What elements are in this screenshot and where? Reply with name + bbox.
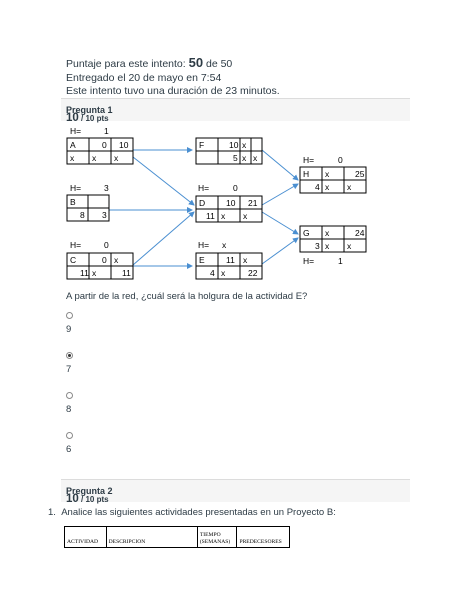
question-2-points-value: 10: [66, 493, 79, 505]
node-c-ef: x: [114, 255, 119, 265]
answer-option-label: 6: [66, 444, 72, 455]
question-2-points-total: / 10 pts: [78, 495, 109, 504]
node-f-lf2: x: [253, 153, 258, 163]
table-header-text: DESCRIPCION: [108, 538, 146, 545]
node-e-slack-value: x: [222, 240, 227, 250]
node-e-lf: 22: [248, 268, 258, 278]
table-header-actividad: [65, 527, 107, 547]
node-c-dur: 11: [80, 268, 89, 278]
node-b-lf: 3: [102, 210, 107, 220]
node-c-es: 0: [102, 255, 107, 265]
duration-line: Este intento tuvo una duración de 23 minutos.: [66, 85, 280, 97]
node-b-slack-value: 3: [104, 183, 109, 193]
node-e-es: 11: [226, 255, 235, 265]
node-e-slack-label: H=: [198, 240, 210, 250]
node-f-lf: x: [242, 153, 247, 163]
radio-button[interactable]: [66, 312, 73, 319]
node-c: [67, 253, 133, 279]
answer-option-2[interactable]: [66, 352, 126, 382]
node-h-ef: 25: [355, 169, 365, 179]
node-f-ls: 5: [233, 153, 238, 163]
node-d-slack-value: 0: [233, 183, 238, 193]
question-2-points: [66, 493, 109, 505]
node-h-slack-value: 0: [338, 155, 343, 165]
node-d-name: D: [199, 198, 206, 208]
answer-option-4[interactable]: [66, 432, 126, 462]
question-2-header: [61, 479, 410, 502]
answer-option-label: 7: [66, 364, 72, 375]
node-c-ls: x: [92, 268, 97, 278]
question-1-prompt: A partir de la red, ¿cuál será la holgura de la actividad E?: [66, 291, 308, 302]
node-b-name: B: [70, 197, 76, 207]
node-h-dur: 4: [315, 182, 320, 192]
node-h-slack-label: H=: [303, 155, 315, 165]
node-f-name: F: [199, 140, 205, 150]
node-d-ls: x: [221, 211, 226, 221]
score-total: de 50: [203, 58, 233, 70]
node-c-slack-value: 0: [104, 240, 109, 250]
node-h-lf: x: [347, 182, 352, 192]
node-h-es: x: [325, 169, 330, 179]
answer-option-1[interactable]: [66, 312, 126, 342]
node-h-name: H: [303, 169, 310, 179]
answer-option-label: 8: [66, 404, 72, 415]
node-d-slack-label: H=: [198, 183, 210, 193]
node-g-name: G: [303, 228, 310, 238]
node-d-dur: 11: [206, 211, 215, 221]
node-g-ls: x: [325, 241, 330, 251]
table-header-text: PREDECESORES: [239, 538, 282, 545]
node-g-slack-label: H=: [303, 256, 315, 266]
node-g-es: x: [325, 228, 330, 238]
node-a-es: 0: [102, 140, 107, 150]
node-f: [196, 138, 262, 164]
node-g-ef: 24: [355, 228, 365, 238]
node-b-slack-label: H=: [70, 183, 82, 193]
answer-option-label: 9: [66, 324, 72, 335]
node-e-ef: x: [243, 255, 248, 265]
node-a-lf: x: [114, 153, 119, 163]
node-h: [300, 167, 366, 193]
node-b-ls: 8: [80, 210, 85, 220]
answer-option-3[interactable]: [66, 392, 126, 422]
question-1-title: Pregunta 1: [66, 105, 113, 115]
question-1-points-value: 10: [66, 112, 79, 124]
table-header-predecesores: [237, 527, 289, 547]
arrow-c-d: [133, 212, 194, 265]
submitted-line: Entregado el 20 de mayo en 7:54: [66, 71, 222, 84]
question-2-item: [48, 507, 336, 518]
arrow-d-h: [262, 184, 298, 205]
question-1-points-total: / 10 pts: [78, 114, 109, 123]
node-d: [196, 196, 262, 222]
node-g-dur: 3: [315, 241, 320, 251]
node-f-es: 10: [229, 140, 239, 150]
node-d-ef: 21: [248, 198, 258, 208]
arrow-d-g: [262, 212, 298, 234]
item-number: 1.: [48, 507, 56, 518]
node-c-lf: 11: [122, 268, 131, 278]
score-label: Puntaje para este intento:: [66, 58, 189, 70]
question-2-title: Pregunta 2: [66, 486, 113, 496]
radio-button[interactable]: [66, 392, 73, 399]
item-text: Analice las siguientes actividades presentadas en un Proyecto B:: [61, 507, 336, 518]
node-e-ls2: x: [221, 268, 226, 278]
node-a-ls: x: [92, 153, 97, 163]
node-e-ls: 4: [210, 268, 215, 278]
radio-button[interactable]: [66, 432, 73, 439]
node-g-lf: x: [347, 241, 352, 251]
score-value: 50: [188, 55, 204, 70]
radio-button-selected[interactable]: [66, 352, 73, 359]
activities-table: [64, 526, 290, 548]
node-f-ef: x: [242, 140, 247, 150]
node-a-slack-label: H=: [70, 126, 82, 136]
arrow-f-h: [262, 150, 298, 180]
node-c-slack-label: H=: [70, 240, 82, 250]
table-header-tiempo: [198, 527, 238, 547]
node-e-name: E: [199, 255, 205, 265]
arrow-a-d: [133, 157, 194, 205]
table-header-text: ACTIVIDAD: [67, 538, 99, 545]
node-a: [67, 138, 133, 164]
node-b: [67, 195, 109, 221]
table-header-descripcion: [107, 527, 198, 547]
node-a-name: A: [70, 140, 76, 150]
node-a-dur: x: [70, 153, 75, 163]
node-g: [300, 226, 366, 252]
node-h-ls: x: [325, 182, 330, 192]
node-e: [196, 253, 262, 279]
node-a-slack-value: 1: [104, 126, 109, 136]
node-d-es: 10: [226, 198, 236, 208]
table-header-text: TIEMPO (SEMANAS): [199, 532, 231, 545]
node-d-lf: x: [243, 211, 248, 221]
node-c-name: C: [70, 255, 77, 265]
node-g-slack-value: 1: [338, 256, 343, 266]
arrow-e-g: [262, 238, 298, 264]
node-a-ef: 10: [119, 140, 129, 150]
